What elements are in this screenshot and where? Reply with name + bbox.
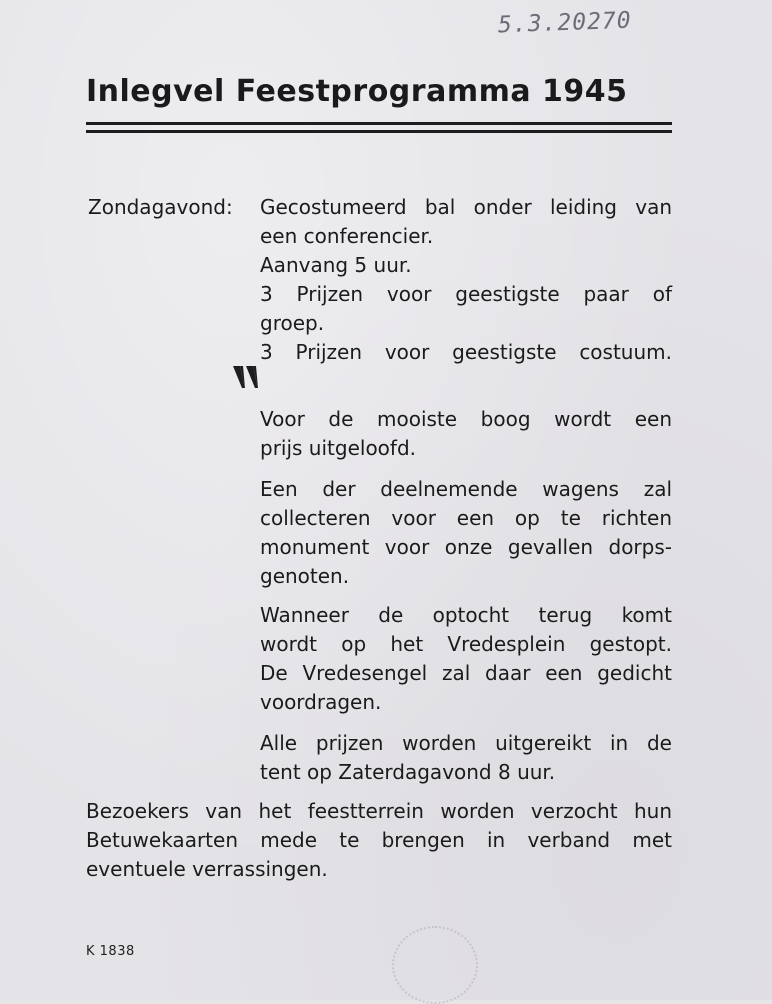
notice-line: eventuele verrassingen. — [86, 857, 328, 881]
program-line: 3 Prijzen voor geestigste paar of — [260, 282, 672, 306]
program-block-costume-ball — [260, 193, 672, 367]
program-line: prijs uitgeloofd. — [260, 436, 417, 460]
program-line: genoten. — [260, 564, 350, 588]
visitor-notice — [86, 797, 672, 884]
program-block-prize-ceremony — [260, 729, 672, 787]
archive-number: 5.3.20270 — [497, 7, 633, 39]
program-block-collection — [260, 475, 672, 591]
page-title: Inlegvel Feestprogramma 1945 — [86, 74, 628, 109]
day-label: Zondagavond: — [88, 195, 233, 219]
program-line: Aanvang 5 uur. — [260, 253, 412, 277]
program-block-procession — [260, 601, 672, 717]
program-line: tent op Zaterdagavond 8 uur. — [260, 760, 556, 784]
print-code: K 1838 — [86, 944, 135, 959]
notice-line: Betuwekaarten mede te brengen in verband met — [86, 828, 672, 852]
program-line: voordragen. — [260, 690, 382, 714]
program-line: Gecostumeerd bal onder leiding van — [260, 195, 672, 219]
program-line: Wanneer de optocht terug komt — [260, 603, 672, 627]
program-line: groep. — [260, 311, 325, 335]
program-line: De Vredesengel zal daar een gedicht — [260, 661, 672, 685]
program-block-arch-prize — [260, 405, 672, 463]
program-line: Voor de mooiste boog wordt een — [260, 407, 672, 431]
paper-stain — [392, 926, 478, 1004]
program-line: Alle prijzen worden uitgereikt in de — [260, 731, 672, 755]
title-rule-top — [86, 122, 672, 125]
ditto-mark-icon — [233, 364, 263, 392]
program-line: monument voor onze gevallen dorps- — [260, 535, 672, 559]
notice-line: Bezoekers van het feestterrein worden verzocht hun — [86, 799, 672, 823]
program-line: een conferencier. — [260, 224, 434, 248]
program-line: Een der deelnemende wagens zal — [260, 477, 672, 501]
program-line: 3 Prijzen voor geestigste costuum. — [260, 340, 672, 364]
title-rule-bottom — [86, 130, 672, 133]
program-line: collecteren voor een op te richten — [260, 506, 672, 530]
program-line: wordt op het Vredesplein gestopt. — [260, 632, 672, 656]
